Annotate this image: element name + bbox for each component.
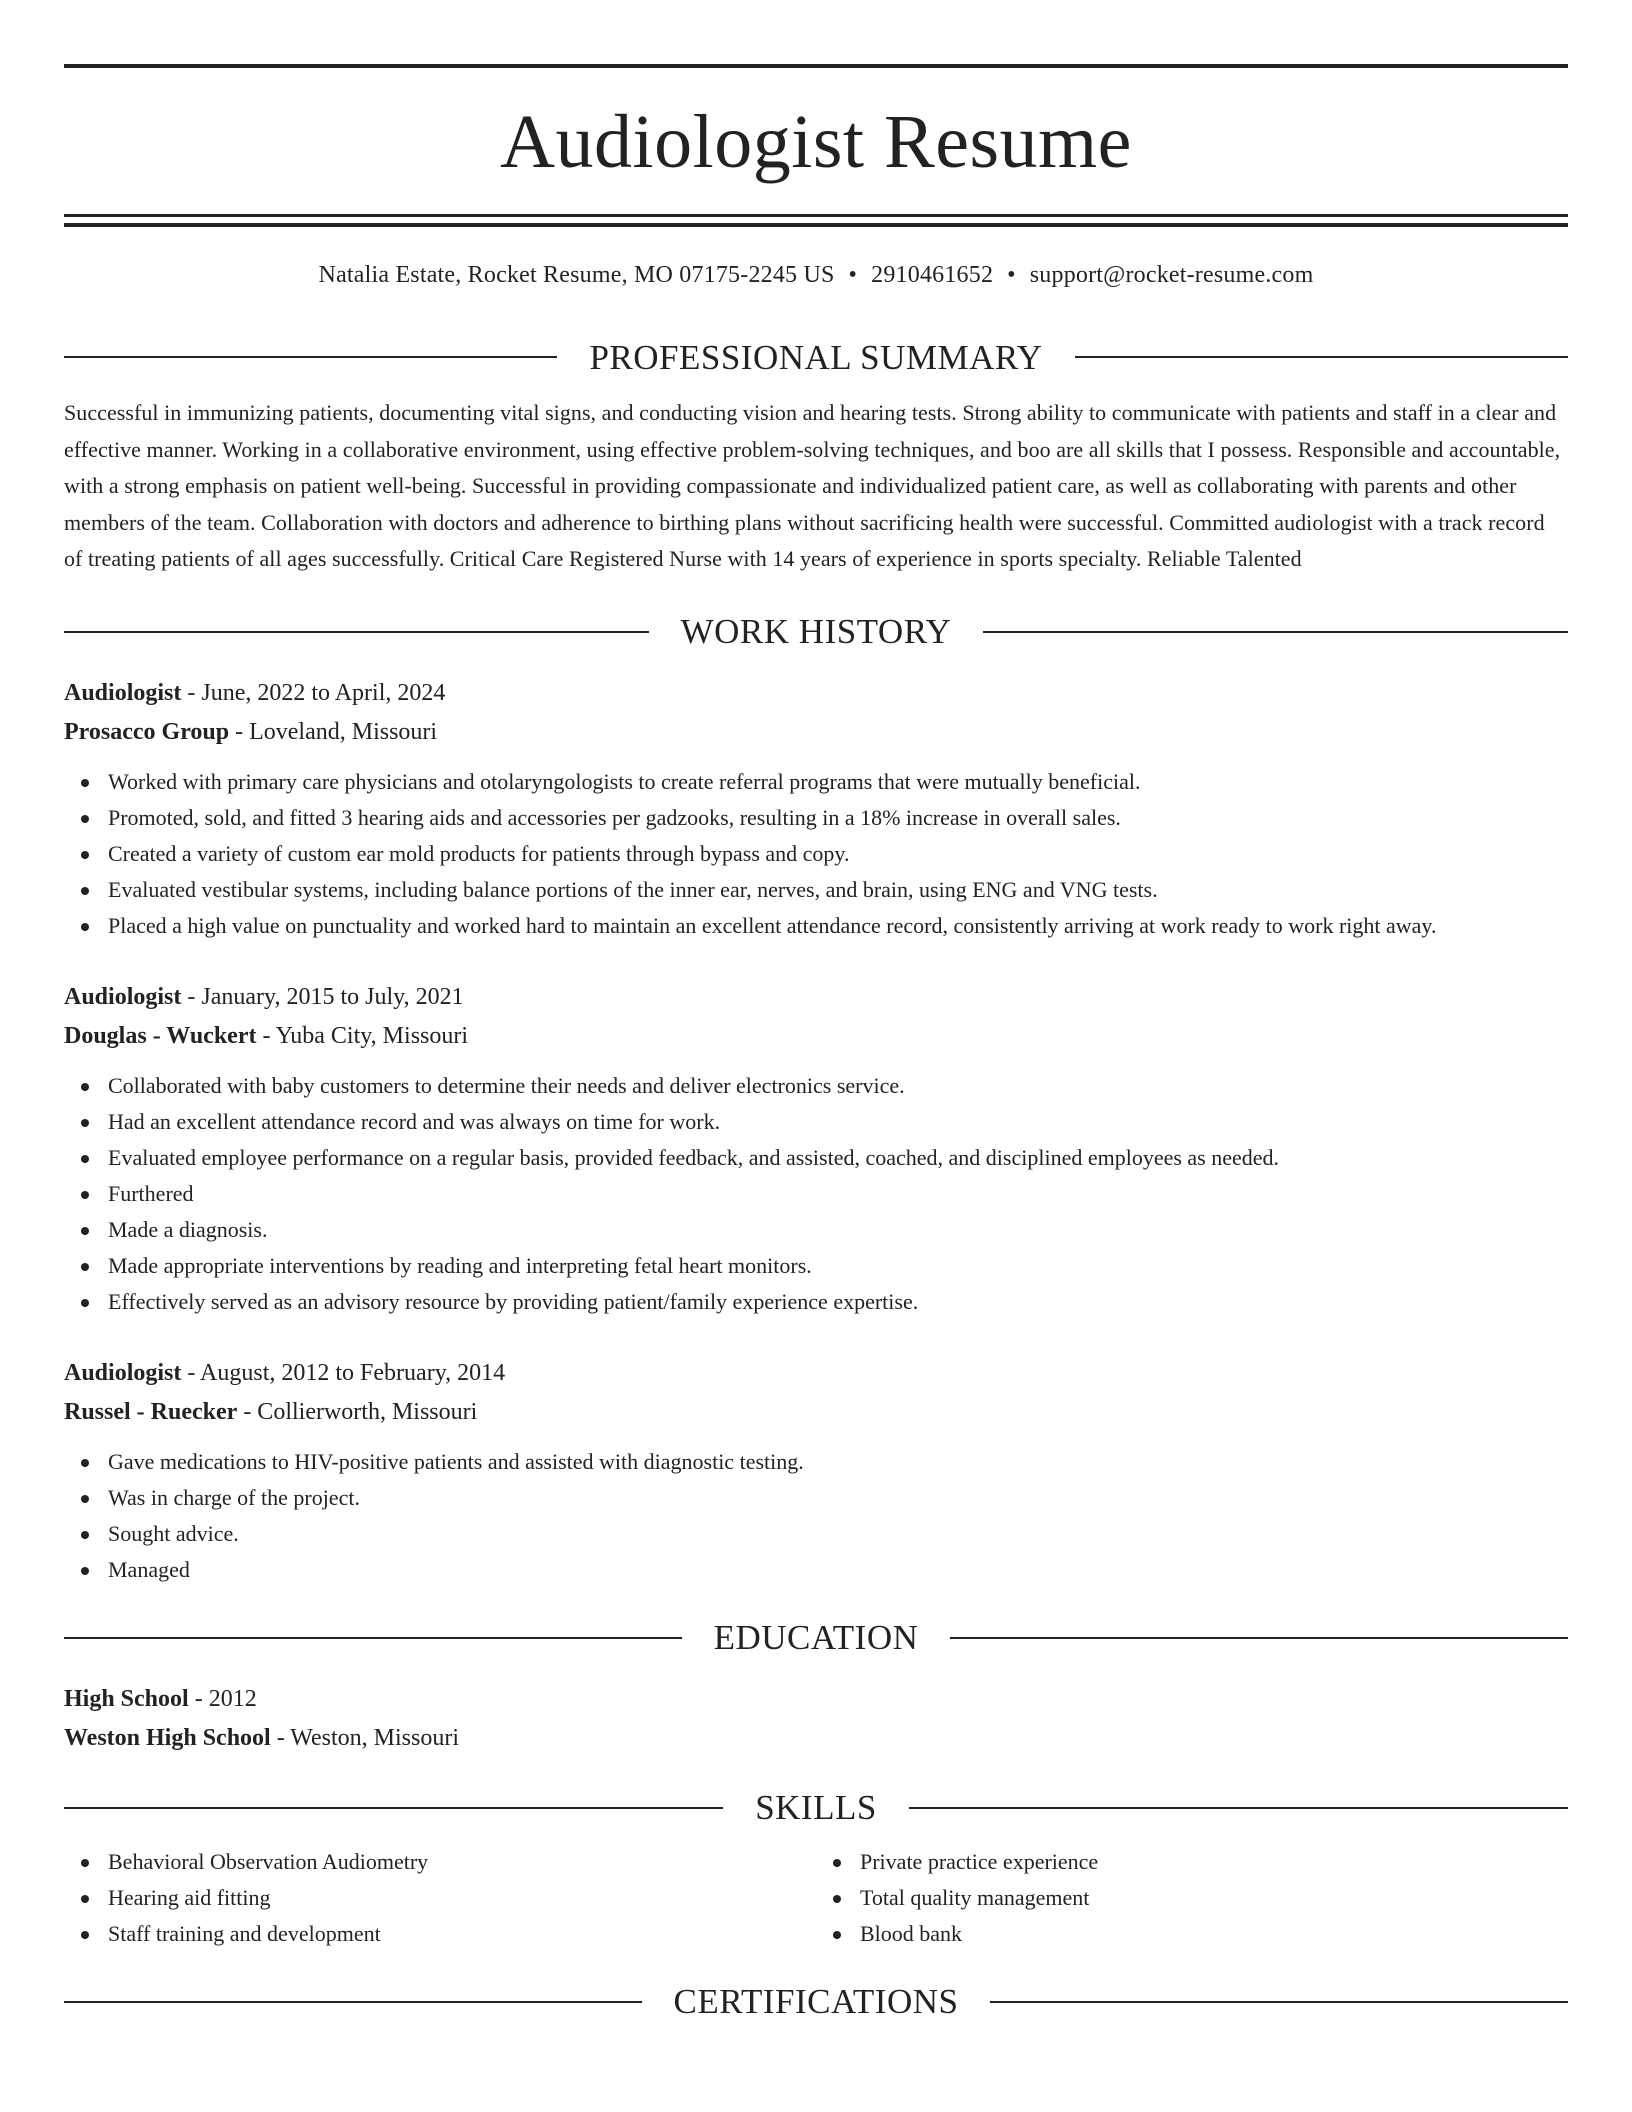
- job-entry: [64, 674, 1568, 944]
- job-title-line: [64, 1354, 1568, 1393]
- skills-columns: [64, 1844, 1568, 1952]
- contact-address: Natalia Estate, Rocket Resume, MO 07175-2245 US: [318, 262, 835, 288]
- section-title: SKILLS: [755, 1788, 877, 1827]
- section-heading-skills: [64, 1788, 1568, 1828]
- heading-rule-right: [990, 2001, 1568, 2003]
- heading-rule-left: [64, 631, 649, 633]
- job-company-line: [64, 1393, 1568, 1432]
- skill-item: Staff training and development: [108, 1916, 816, 1952]
- heading-rule-left: [64, 2001, 642, 2003]
- section-heading-education: [64, 1618, 1568, 1658]
- job-entry: [64, 978, 1568, 1320]
- section-title: WORK HISTORY: [680, 612, 952, 651]
- resume-page: [64, 64, 1568, 2022]
- title-double-rule: [64, 214, 1568, 227]
- contact-email: support@rocket-resume.com: [1029, 262, 1314, 288]
- job-location: - Loveland, Missouri: [229, 718, 438, 745]
- list-item: Effectively served as an advisory resource by providing patient/family experience expertise.: [108, 1284, 1568, 1320]
- contact-separator: •: [848, 262, 858, 288]
- skill-item: Blood bank: [860, 1916, 1568, 1952]
- list-item: Gave medications to HIV-positive patients and assisted with diagnostic testing.: [108, 1444, 1568, 1480]
- list-item: Collaborated with baby customers to determine their needs and deliver electronics service.: [108, 1068, 1568, 1104]
- education-entry: [64, 1680, 1568, 1758]
- list-item: Managed: [108, 1552, 1568, 1588]
- education-year: - 2012: [188, 1685, 257, 1712]
- job-location: - Yuba City, Missouri: [256, 1022, 469, 1049]
- list-item: Placed a high value on punctuality and worked hard to maintain an excellent attendance record, consistently arriving at work ready to work right away.: [108, 908, 1568, 944]
- list-item: Promoted, sold, and fitted 3 hearing aids and accessories per gadzooks, resulting in a 18% increase in overall sales.: [108, 800, 1568, 836]
- job-bullets: [64, 1444, 1568, 1588]
- contact-phone: 2910461652: [871, 262, 994, 288]
- list-item: Created a variety of custom ear mold products for patients through bypass and copy.: [108, 836, 1568, 872]
- list-item: Made a diagnosis.: [108, 1212, 1568, 1248]
- heading-rule-left: [64, 1807, 723, 1809]
- job-title-line: [64, 674, 1568, 713]
- heading-rule-right: [983, 631, 1568, 633]
- skill-item: Behavioral Observation Audiometry: [108, 1844, 816, 1880]
- job-bullets: [64, 1068, 1568, 1320]
- heading-rule-left: [64, 1637, 682, 1639]
- job-title: Audiologist: [64, 1359, 182, 1386]
- job-title: Audiologist: [64, 679, 182, 706]
- heading-rule-right: [909, 1807, 1568, 1809]
- list-item: Made appropriate interventions by reading and interpreting fetal heart monitors.: [108, 1248, 1568, 1284]
- heading-rule-right: [1075, 356, 1568, 358]
- list-item: Evaluated vestibular systems, including balance portions of the inner ear, nerves, and brain, using ENG and VNG tests.: [108, 872, 1568, 908]
- list-item: Furthered: [108, 1176, 1568, 1212]
- job-title: Audiologist: [64, 983, 182, 1010]
- section-heading-work-history: [64, 612, 1568, 652]
- section-heading-certifications: [64, 1982, 1568, 2022]
- summary-text: Successful in immunizing patients, documenting vital signs, and conducting vision and hearing tests. Strong ability to communicate with patients and staff in a clear and effective manner. Working in a collaborative environment, using effective problem-solving techniques, and boo are all skills that I possess. Responsible and accountable, with a strong emphasis on patient well-being. Successful in providing compassionate and individualized patient care, as well as collaborating with parents and other members of the team. Collaboration with doctors and adherence to birthing plans without sacrificing health were successful. Committed audiologist with a track record of treating patients of all ages successfully. Critical Care Registered Nurse with 14 years of experience in sports specialty. Reliable Talented: [64, 400, 1561, 571]
- job-title-line: [64, 978, 1568, 1017]
- education-degree: High School: [64, 1685, 189, 1712]
- job-entry: [64, 1354, 1568, 1588]
- skills-column-left: [64, 1844, 816, 1952]
- job-dates: - January, 2015 to July, 2021: [181, 983, 464, 1010]
- list-item: Was in charge of the project.: [108, 1480, 1568, 1516]
- skill-item: Total quality management: [860, 1880, 1568, 1916]
- list-item: Had an excellent attendance record and was always on time for work.: [108, 1104, 1568, 1140]
- education-location: - Weston, Missouri: [270, 1724, 460, 1751]
- skill-item: Hearing aid fitting: [108, 1880, 816, 1916]
- contact-line: [64, 263, 1568, 287]
- heading-rule-right: [950, 1637, 1568, 1639]
- list-item: Evaluated employee performance on a regular basis, provided feedback, and assisted, coached, and disciplined employees as needed.: [108, 1140, 1568, 1176]
- job-location: - Collierworth, Missouri: [237, 1398, 478, 1425]
- resume-title: Audiologist Resume: [500, 100, 1132, 184]
- list-item: Sought advice.: [108, 1516, 1568, 1552]
- top-rule: [64, 64, 1568, 68]
- job-company-line: [64, 713, 1568, 752]
- skill-item: Private practice experience: [860, 1844, 1568, 1880]
- job-dates: - August, 2012 to February, 2014: [181, 1359, 506, 1386]
- section-title: PROFESSIONAL SUMMARY: [589, 337, 1043, 377]
- job-company-line: [64, 1017, 1568, 1056]
- section-title: CERTIFICATIONS: [673, 1982, 959, 2021]
- section-heading-summary: [64, 337, 1568, 377]
- job-company: Prosacco Group: [64, 718, 230, 745]
- work-history-list: [64, 674, 1568, 1588]
- job-dates: - June, 2022 to April, 2024: [181, 679, 446, 706]
- list-item: Worked with primary care physicians and otolaryngologists to create referral programs that were mutually beneficial.: [108, 764, 1568, 800]
- job-bullets: [64, 764, 1568, 944]
- heading-rule-left: [64, 356, 557, 358]
- education-school-line: [64, 1719, 1568, 1758]
- education-degree-line: [64, 1680, 1568, 1719]
- skills-column-right: [816, 1844, 1568, 1952]
- section-title: EDUCATION: [713, 1618, 919, 1657]
- education-school: Weston High School: [64, 1724, 271, 1751]
- contact-separator: •: [1007, 262, 1016, 288]
- job-company: Russel - Ruecker: [64, 1398, 238, 1425]
- job-company: Douglas - Wuckert: [64, 1022, 257, 1049]
